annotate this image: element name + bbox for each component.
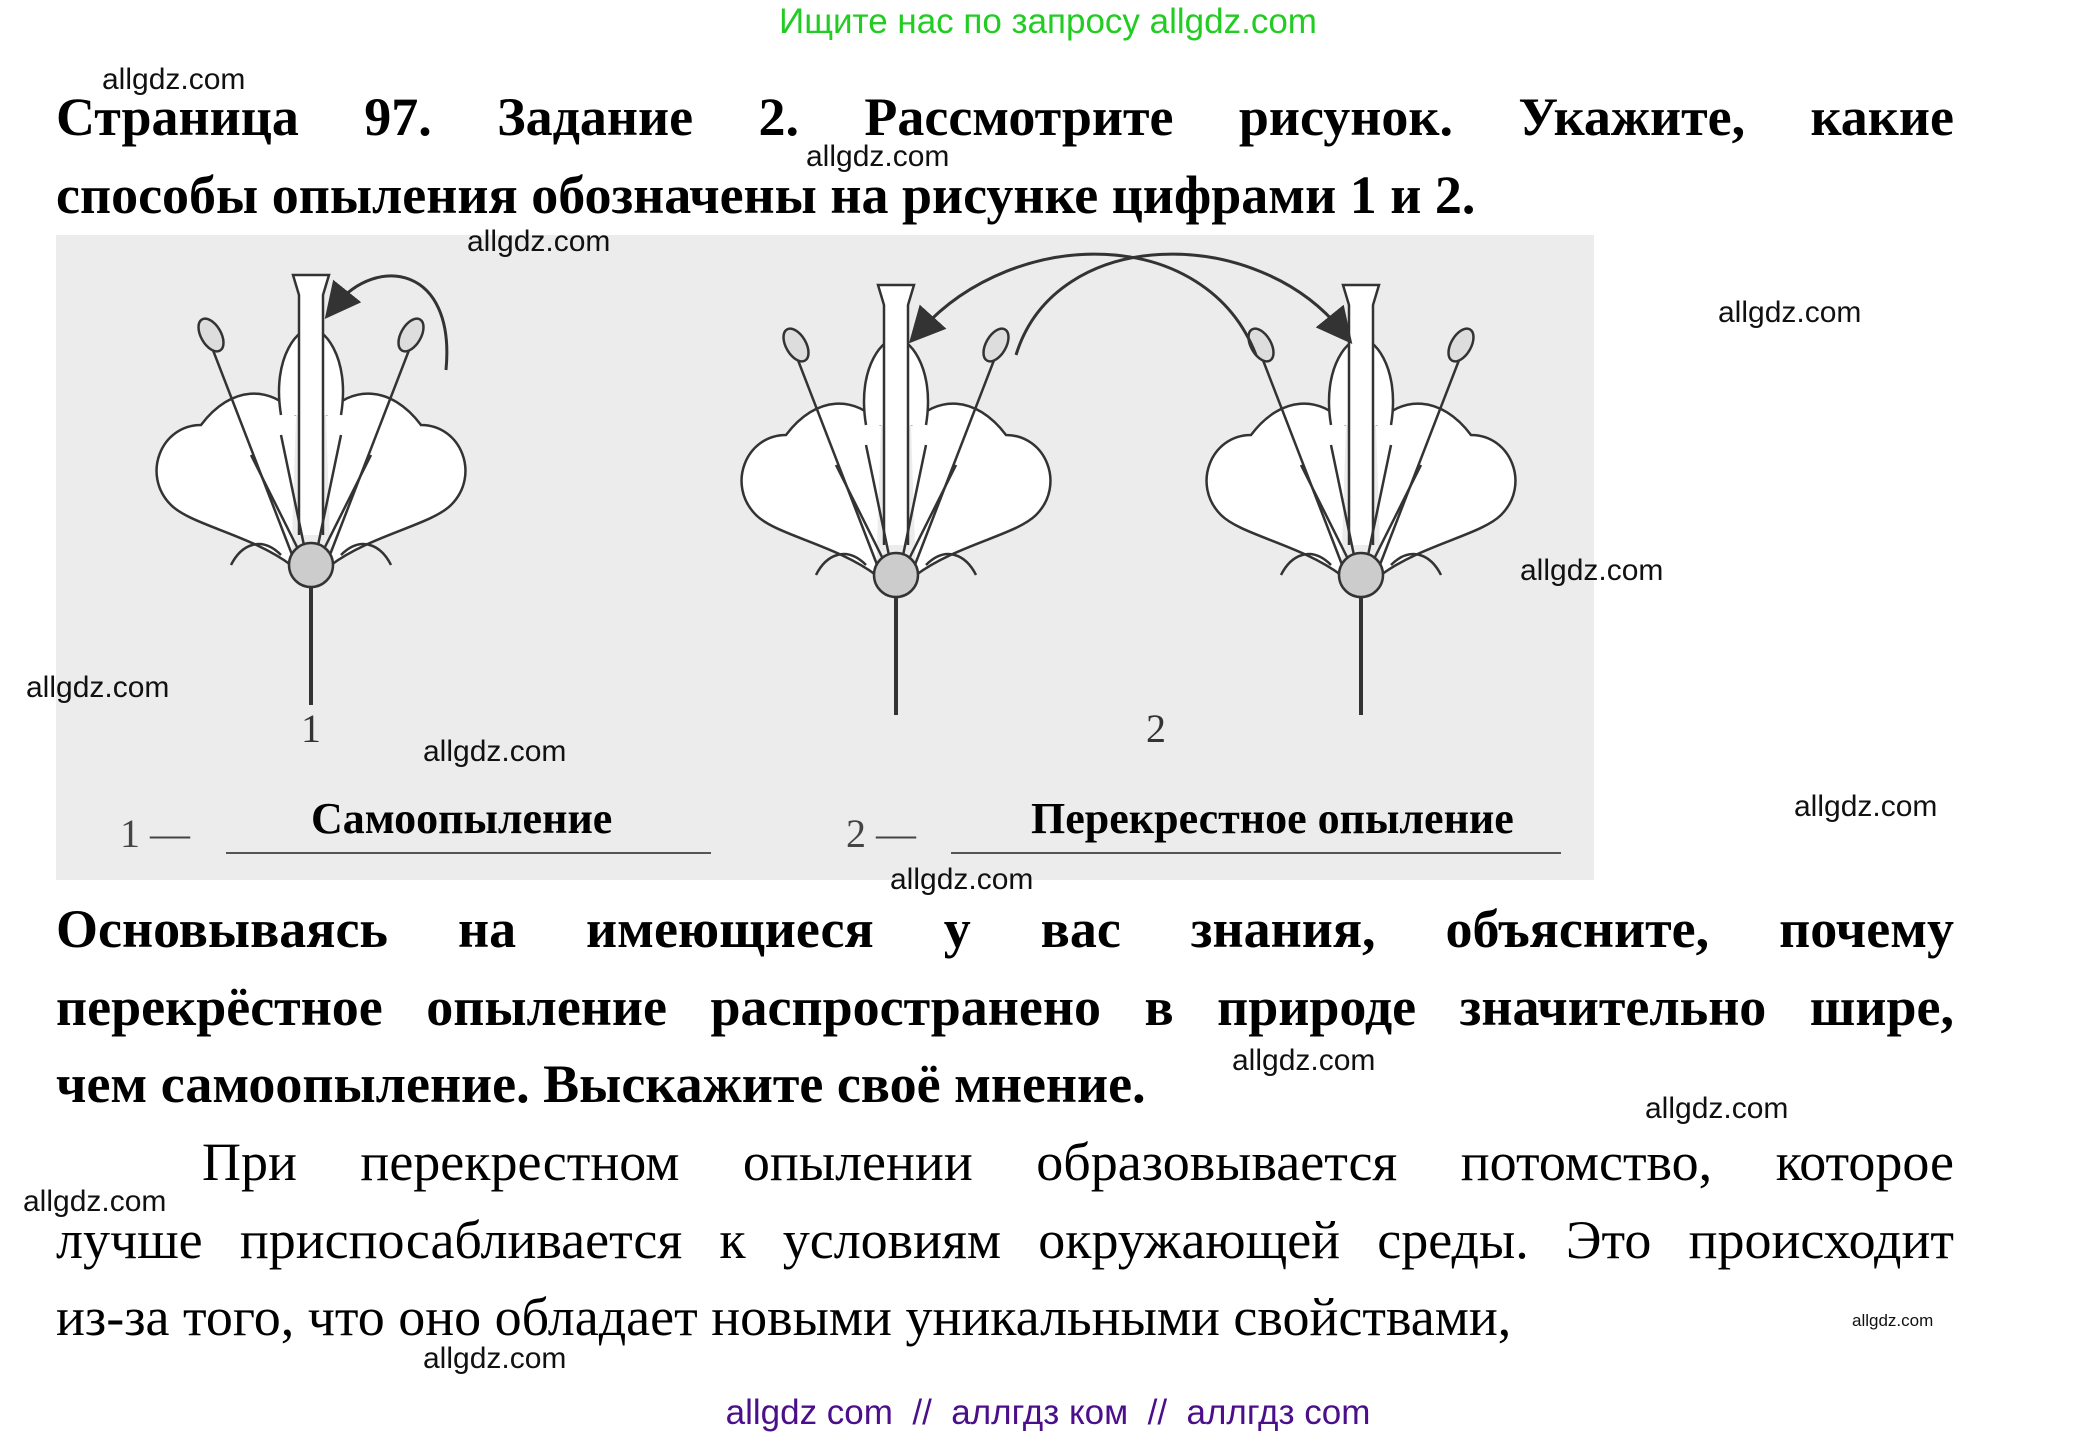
question-line-3: чем самоопыление. Выскажите своё мнение. bbox=[56, 1054, 1146, 1114]
question-line-1: Основываясь на имеющиеся у вас знания, объясните, почему bbox=[56, 899, 1954, 959]
watermark: allgdz.com bbox=[1718, 296, 1862, 329]
watermark: allgdz.com bbox=[806, 140, 950, 173]
answer-2-prefix: 2 — bbox=[846, 811, 916, 856]
watermark: allgdz.com bbox=[1852, 1311, 1934, 1330]
answer-line-3: из-за того, что оно обладает новыми уникальными свойствами, bbox=[56, 1287, 1512, 1347]
pollination-figure bbox=[56, 235, 1594, 880]
watermark: allgdz.com bbox=[890, 863, 1034, 896]
flower-illustration bbox=[56, 235, 1594, 880]
watermark: allgdz.com bbox=[23, 1185, 167, 1218]
figure-label-1: 1 bbox=[301, 706, 321, 751]
answer-1-prefix: 1 — bbox=[120, 811, 190, 856]
watermark: allgdz.com bbox=[1645, 1092, 1789, 1125]
watermark: allgdz.com bbox=[423, 735, 567, 768]
figure-label-2: 2 bbox=[1146, 706, 1166, 751]
answer-2-underline bbox=[951, 852, 1561, 854]
watermark: allgdz.com bbox=[26, 671, 170, 704]
watermark: allgdz.com bbox=[102, 63, 246, 96]
answer-line-2: лучше приспосабливается к условиям окружающей среды. Это происходит bbox=[56, 1210, 1954, 1270]
answer-line-1: При перекрестном опылении образовывается потомство, которое bbox=[202, 1132, 1954, 1192]
watermark: allgdz.com bbox=[423, 1342, 567, 1375]
search-banner[interactable]: Ищите нас по запросу allgdz.com bbox=[779, 2, 1317, 41]
watermark: allgdz.com bbox=[1520, 554, 1664, 587]
answer-2-text: Перекрестное опыление bbox=[1031, 794, 1514, 843]
answer-1-underline bbox=[226, 852, 711, 854]
watermark: allgdz.com bbox=[467, 225, 611, 258]
watermark: allgdz.com bbox=[1232, 1044, 1376, 1077]
watermark: allgdz.com bbox=[1794, 790, 1938, 823]
footer-links[interactable]: allgdz com // аллгдз ком // аллгдз com bbox=[725, 1393, 1371, 1432]
task-line-1: Страница 97. Задание 2. Рассмотрите рисунок. Укажите, какие bbox=[56, 87, 1954, 147]
answer-1-text: Самоопыление bbox=[311, 794, 613, 843]
question-line-2: перекрёстное опыление распространено в природе значительно шире, bbox=[56, 977, 1954, 1037]
task-line-2: способы опыления обозначены на рисунке цифрами 1 и 2. bbox=[56, 165, 1476, 225]
